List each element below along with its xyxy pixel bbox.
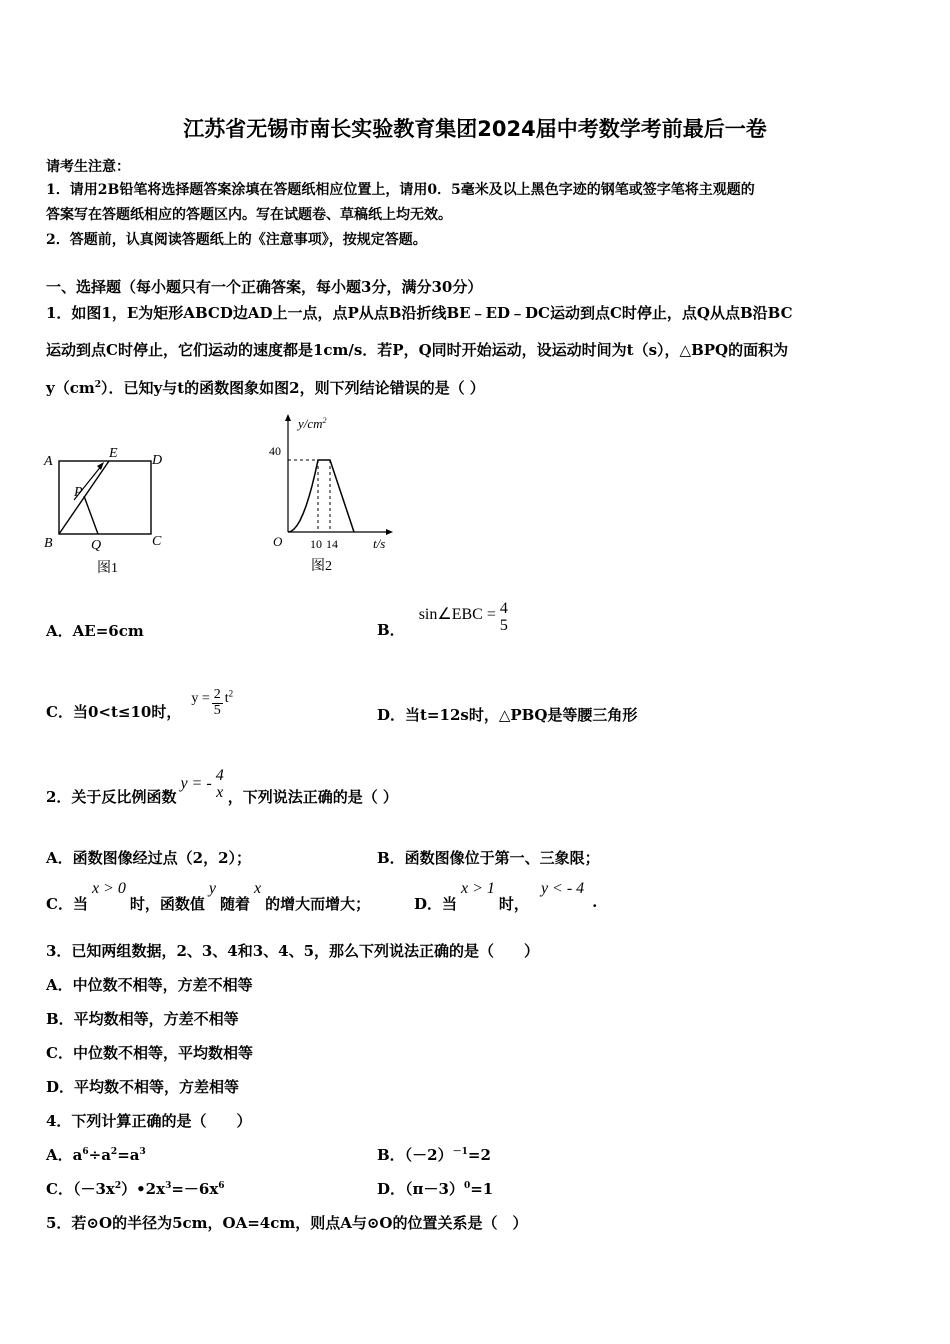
- q1-line-2: 运动到点C时停止，它们运动的速度都是1cm/s．若P，Q同时开始运动，设运动时间为t（s），△BPQ的面积为: [46, 341, 789, 359]
- rectangle-abcd: [59, 461, 151, 534]
- q1-option-d: D．当t=12s时，△PBQ是等腰三角形: [377, 706, 638, 724]
- notice-heading: 请考生注意：: [46, 159, 130, 175]
- q2-option-b: B．函数图像位于第一、三象限；: [377, 849, 600, 867]
- label-d: D: [152, 453, 163, 468]
- q4-stem: 4．下列计算正确的是（ ）: [46, 1112, 252, 1130]
- figure-2: [260, 410, 400, 580]
- y-axis-arrow: [285, 414, 291, 421]
- x-axis-label: t/s: [373, 536, 386, 551]
- q3-option-d: D．平均数不相等，方差相等: [46, 1078, 240, 1096]
- q4-option-c: C．$(-3x^2)•2x^3=-6x^6$: [46, 1180, 225, 1198]
- q3-option-b: B．平均数相等，方差不相等: [46, 1010, 239, 1028]
- q1-option-b: B． sin∠EBC = 4 5: [377, 600, 508, 639]
- q2-stem: 2．关于反比例函数 y = - 4 x ，下列说法正确的是（ ）: [46, 767, 398, 806]
- q1-line-1: 1．如图1，E为矩形ABCD边AD上一点，点P从点B沿折线BE﹣ED﹣DC运动到点C时停止，点Q从点B沿BC: [46, 304, 793, 322]
- q4-option-b: B．$(-2)^{-1}=2$: [377, 1146, 491, 1164]
- q4-option-d: D．$(\pi-3)^0=1$: [377, 1180, 494, 1198]
- tick-label-14: 14: [326, 537, 338, 551]
- notice-line-1b: 答案写在答题纸相应的答题区内。写在试题卷、草稿纸上均无效。: [46, 207, 452, 223]
- tick-label-40: 40: [269, 444, 281, 458]
- label-e: E: [109, 446, 118, 461]
- origin-label: O: [273, 534, 283, 549]
- label-c: C: [152, 534, 162, 549]
- figure-2-caption: 图2: [311, 559, 332, 574]
- q2-option-c: C．当 x > 0 时，函数值 y 随着 x 的增大而增大；: [46, 880, 371, 913]
- label-b: B: [44, 536, 53, 551]
- page-title: 江苏省无锡市南长实验教育集团2024届中考数学考前最后一卷: [183, 117, 767, 141]
- section-heading: 一、选择题（每小题只有一个正确答案，每小题3分，满分30分）: [46, 278, 483, 296]
- label-a: A: [44, 454, 53, 469]
- q3-option-c: C．中位数不相等，平均数相等: [46, 1044, 253, 1062]
- figure-1-caption: 图1: [97, 561, 118, 576]
- label-q: Q: [91, 538, 102, 553]
- q1-option-a: A．AE=6cm: [46, 622, 144, 640]
- notice-line-2: 2．答题前，认真阅读答题纸上的《注意事项》，按规定答题。: [46, 232, 427, 248]
- q2-option-a: A．函数图像经过点（2，2）；: [46, 849, 252, 867]
- q4-option-a: A．$a^6\div a^2=a^3$: [46, 1146, 146, 1164]
- q3-option-a: A．中位数不相等，方差不相等: [46, 976, 253, 994]
- tick-label-10: 10: [310, 537, 322, 551]
- figure-1: [40, 440, 180, 580]
- q2-option-d: D．当 x > 1 时， y < - 4 .: [414, 880, 598, 913]
- q3-stem: 3．已知两组数据，2、3、4和3、4、5，那么下列说法正确的是（ ）: [46, 942, 540, 960]
- segment-pq: [84, 496, 98, 534]
- label-p: P: [74, 485, 83, 500]
- function-curve: [288, 460, 354, 532]
- q5-stem: 5．若⊙O的半径为5cm，OA=4cm，则点A与⊙O的位置关系是（ ）: [46, 1214, 528, 1232]
- q1-line-3: $y(cm^2)$．已知y与t的函数图象如图2，则下列结论错误的是（ ）: [46, 379, 485, 397]
- y-axis-label: $y/cm^2$: [298, 416, 327, 431]
- q1-option-c: C．当0<t≤10时， y = $\frac{2}{5}$ $t^2$: [46, 686, 234, 721]
- x-axis-arrow: [386, 529, 393, 535]
- notice-line-1a: 1．请用2B铅笔将选择题答案涂填在答题纸相应位置上，请用0．5毫米及以上黑色字迹的钢笔或签字笔将主观题的: [46, 182, 755, 198]
